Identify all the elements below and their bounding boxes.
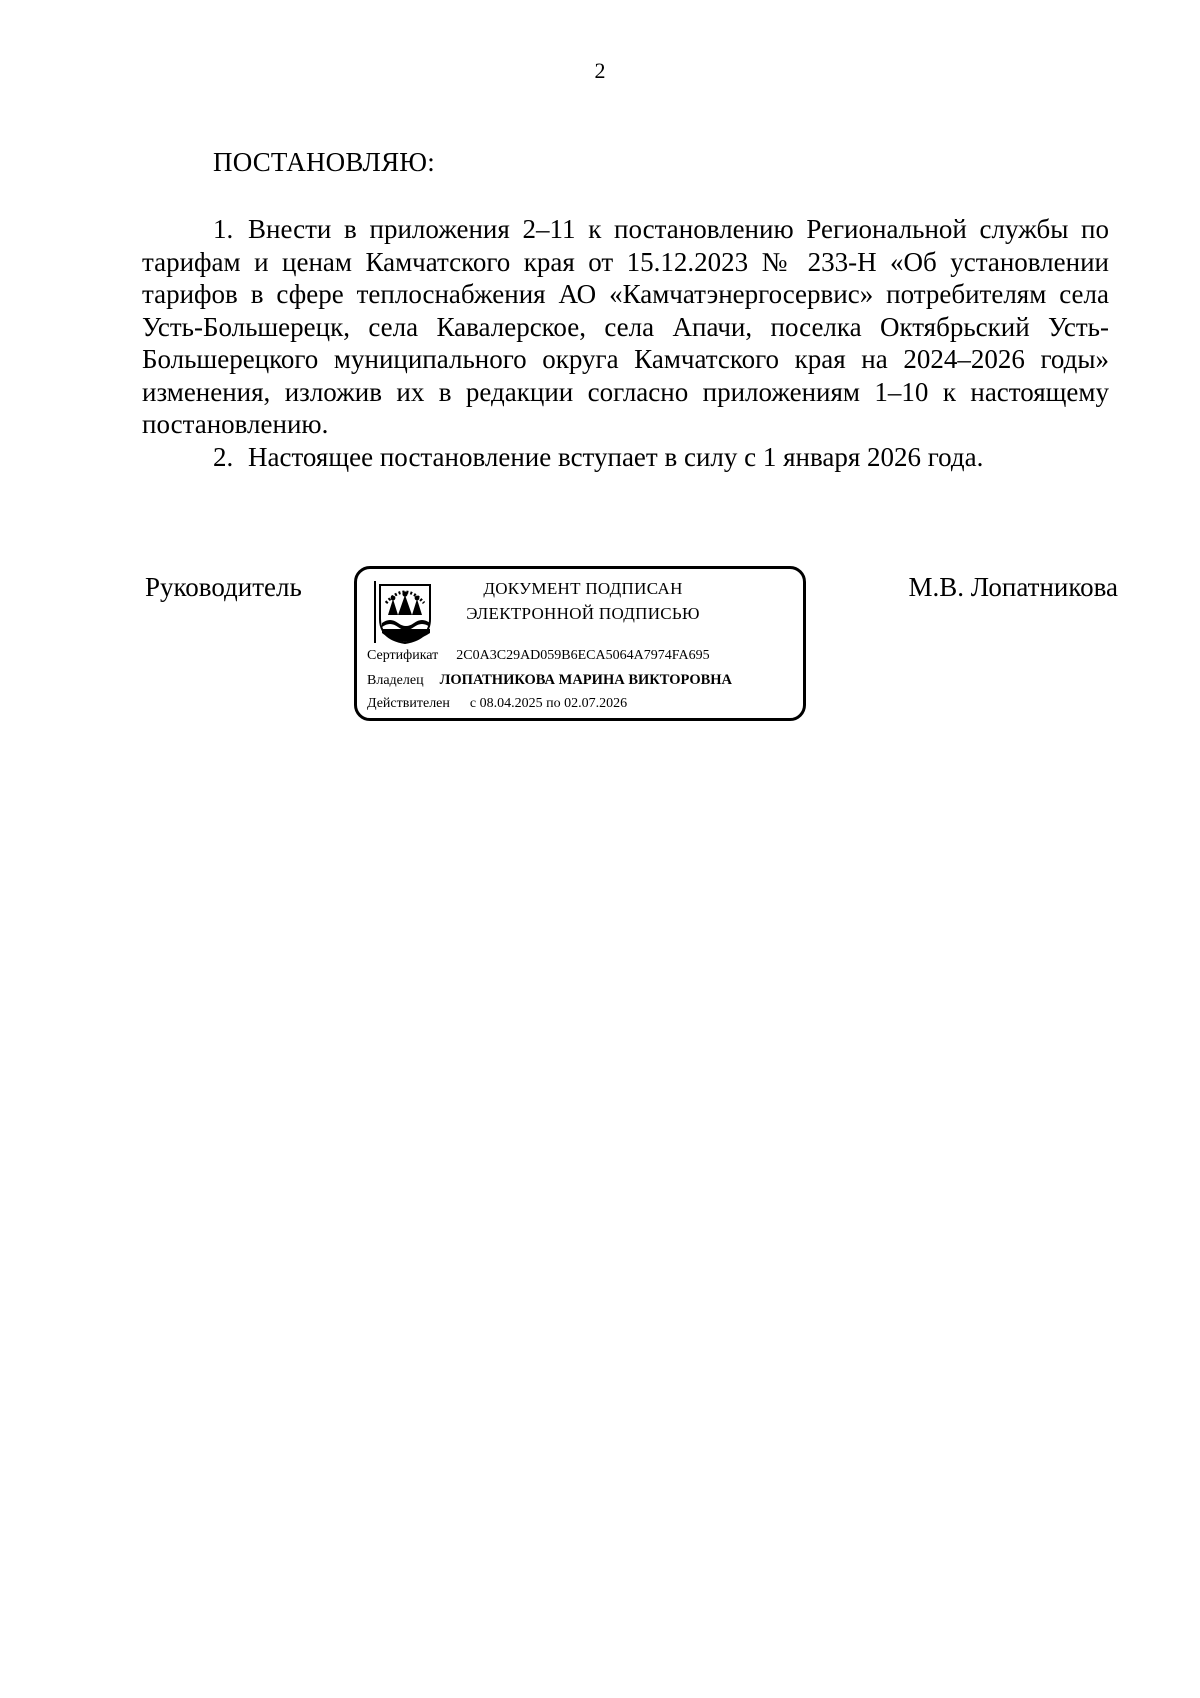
stamp-owner-row — [367, 672, 732, 689]
paragraph-1 — [142, 213, 1109, 441]
paragraph-2-text: Настоящее постановление вступает в силу с 1 января 2026 года. — [248, 441, 984, 472]
stamp-validity-row — [367, 696, 627, 712]
signer-name: М.В. Лопатникова — [908, 572, 1118, 602]
decree-heading: ПОСТАНОВЛЯЮ: — [213, 147, 435, 177]
valid-value: с 08.04.2025 по 02.07.2026 — [469, 696, 628, 711]
certificate-value: 2C0A3C29AD059B6ECA5064A7974FA695 — [456, 648, 710, 663]
valid-label: Действителен — [367, 696, 450, 711]
paragraph-2 — [142, 441, 1109, 474]
stamp-certificate-row — [367, 648, 710, 664]
owner-value: ЛОПАТНИКОВА МАРИНА ВИКТОРОВНА — [439, 672, 733, 688]
stamp-title-line-1: ДОКУМЕНТ ПОДПИСАН — [483, 579, 683, 598]
certificate-label: Сертификат — [367, 648, 439, 663]
page-number: 2 — [594, 58, 606, 83]
paragraph-1-number: 1. — [213, 214, 234, 244]
signer-position: Руководитель — [145, 572, 302, 602]
paragraph-1-text: Внести в приложения 2–11 к постановлению Региональной службы по тарифам и ценам Камчатского края от 15.12.2023 № 233-Н «Об установлении тарифов в сфере теплоснабжения АО «Камчатэнергосервис» потребителям села Усть-Большерецк, села Кавалерское, села Апачи, поселка Октябрьский Усть-Большерецкого муниципального округа Камчатского края на 2024–2026 годы» изменения, изложив их в редакции согласно приложениям 1–10 к настоящему постановлению. — [142, 214, 1109, 439]
electronic-signature-stamp — [354, 566, 806, 721]
document-body — [142, 213, 1109, 473]
stamp-title-line-2: ЭЛЕКТРОННОЙ ПОДПИСЬЮ — [466, 604, 700, 623]
owner-label: Владелец — [367, 673, 424, 688]
paragraph-2-number: 2. — [213, 441, 234, 472]
